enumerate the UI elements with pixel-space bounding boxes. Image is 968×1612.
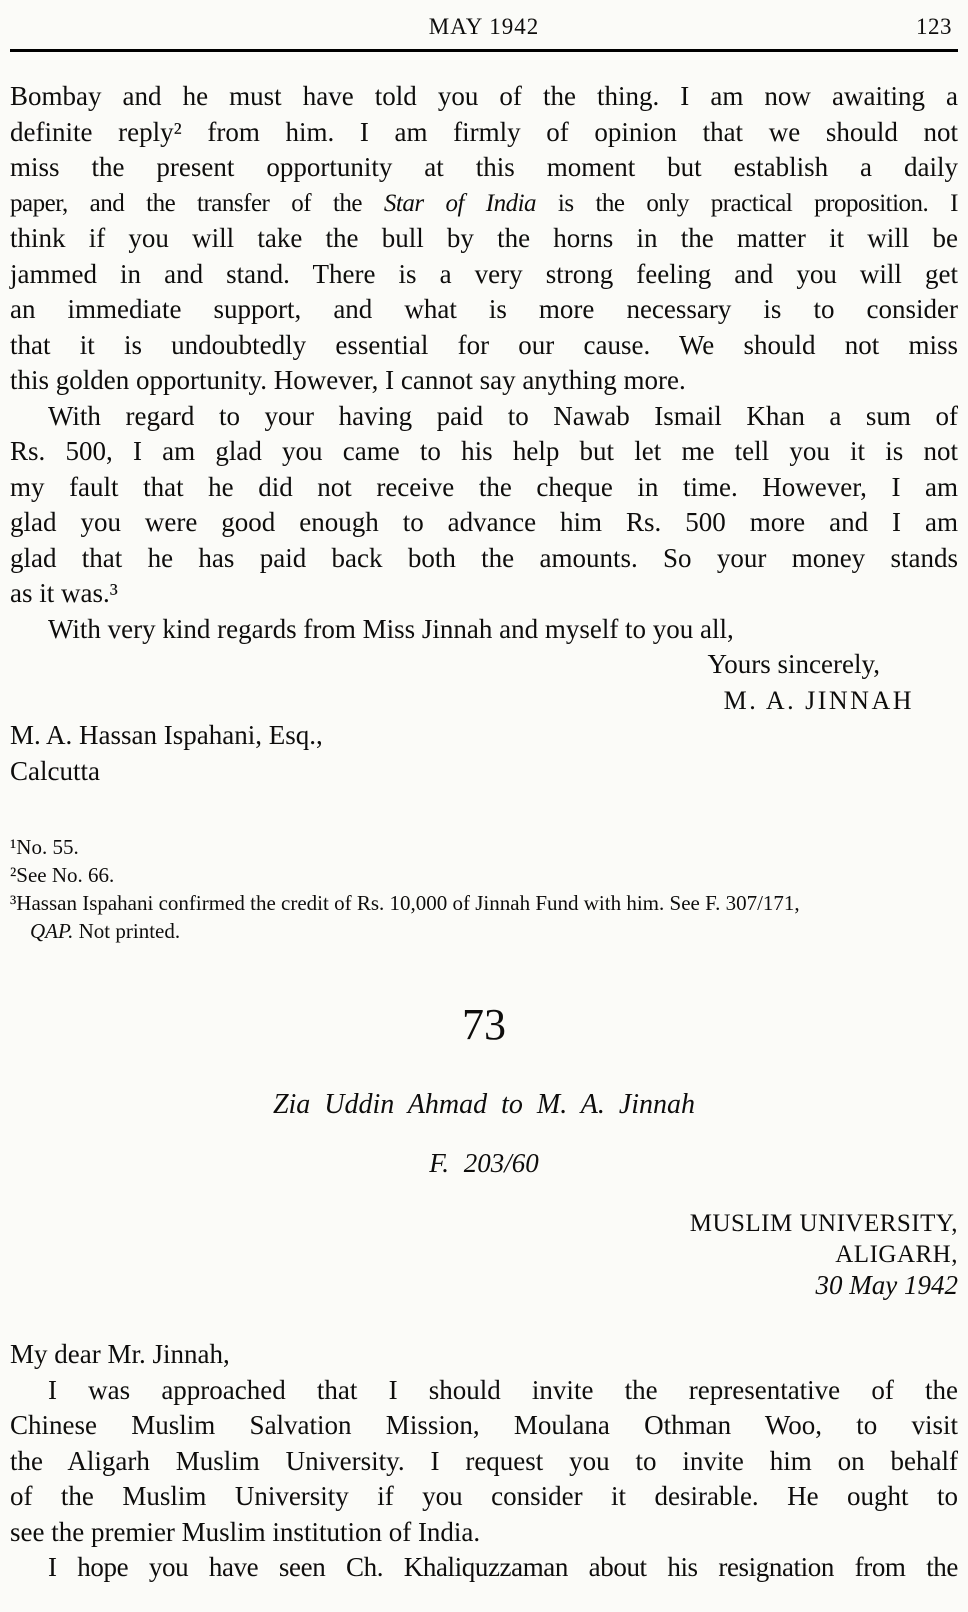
footnote-2: ²See No. 66.: [10, 863, 115, 887]
letter-1-body: [10, 79, 958, 789]
letter-line: this golden opportunity. However, I cannot say anything more.: [10, 365, 686, 395]
letter-line: my fault that he did not receive the cheque in time. However, I am: [10, 471, 958, 502]
letter-line: think if you will take the bull by the horns in the matter it will be: [10, 223, 958, 253]
letter-line: With very kind regards from Miss Jinnah and myself to you all,: [48, 613, 734, 644]
letter-line: jammed in and stand. There is a very strong feeling and you will get: [10, 258, 958, 289]
letter-line: I was approached that I should invite the representative of the: [48, 1374, 958, 1405]
running-header-title: MAY 1942: [428, 14, 540, 39]
letter-line: glad that he has paid back both the amounts. So your money stands: [10, 542, 958, 573]
letter-date: 30 May 1942: [815, 1270, 958, 1300]
addressee-city: Calcutta: [10, 755, 100, 786]
footnote-1: ¹No. 55.: [10, 835, 79, 859]
sender-city: ALIGARH,: [835, 1241, 958, 1268]
letter-line: Rs. 500, I am glad you came to his help but let me tell you it is not: [10, 436, 958, 466]
sender-address: [10, 1208, 958, 1301]
page-number: 123: [916, 14, 952, 39]
letter-line: I hope you have seen Ch. Khaliquzzaman about his resignation from the: [48, 1552, 958, 1582]
footnote-text: Not printed.: [73, 919, 181, 943]
letter-2-body: [10, 1208, 958, 1586]
document-title: Zia Uddin Ahmad to M. A. Jinnah: [272, 1089, 696, 1120]
letter-line: miss the present opportunity at this moment but establish a daily: [10, 152, 958, 182]
letter-line: see the premier Muslim institution of India.: [10, 1516, 481, 1547]
sender-institution: MUSLIM UNIVERSITY,: [689, 1210, 958, 1237]
salutation: My dear Mr. Jinnah,: [10, 1339, 230, 1369]
letter-line: definite reply² from him. I am firmly of opinion that we should not: [10, 116, 958, 147]
letter-line: an immediate support, and what is more necessary is to consider: [10, 294, 958, 324]
signature: M. A. JINNAH: [723, 685, 914, 715]
document-number: 73: [462, 1000, 506, 1049]
letter-line: Chinese Muslim Salvation Mission, Moulana Othman Woo, to visit: [10, 1410, 958, 1440]
letter-line: Bombay and he must have told you of the thing. I am now awaiting a: [10, 81, 958, 111]
footnotes: [10, 833, 958, 945]
source-abbreviation: QAP.: [30, 919, 74, 943]
letter-line: the Aligarh Muslim University. I request you to invite him on behalf: [10, 1445, 958, 1476]
addressee-name: M. A. Hassan Ispahani, Esq.,: [10, 720, 323, 750]
letter-line: as it was.³: [10, 578, 118, 608]
file-reference: F. 203/60: [429, 1148, 539, 1178]
letter-line: [10, 186, 958, 222]
publication-name: Star of India: [383, 189, 537, 217]
header-rule: [10, 49, 958, 52]
letter-line-text: paper, and the transfer of the: [10, 189, 384, 217]
letter-line: With regard to your having paid to Nawab Ismail Khan a sum of: [48, 400, 958, 431]
letter-line-text: is the only practical proposition. I: [536, 189, 958, 217]
running-header: [10, 0, 958, 40]
letter-line: glad you were good enough to advance him Rs. 500 more and I am: [10, 507, 958, 537]
footnote-3: ³Hassan Ispahani confirmed the credit of Rs. 10,000 of Jinnah Fund with him. See F. 307/171,: [10, 891, 800, 915]
letter-line: that it is undoubtedly essential for our cause. We should not miss: [10, 329, 958, 360]
letter-line: of the Muslim University if you consider it desirable. He ought to: [10, 1481, 958, 1511]
valediction: Yours sincerely,: [707, 649, 880, 679]
footnote-3-continuation: [10, 917, 958, 945]
